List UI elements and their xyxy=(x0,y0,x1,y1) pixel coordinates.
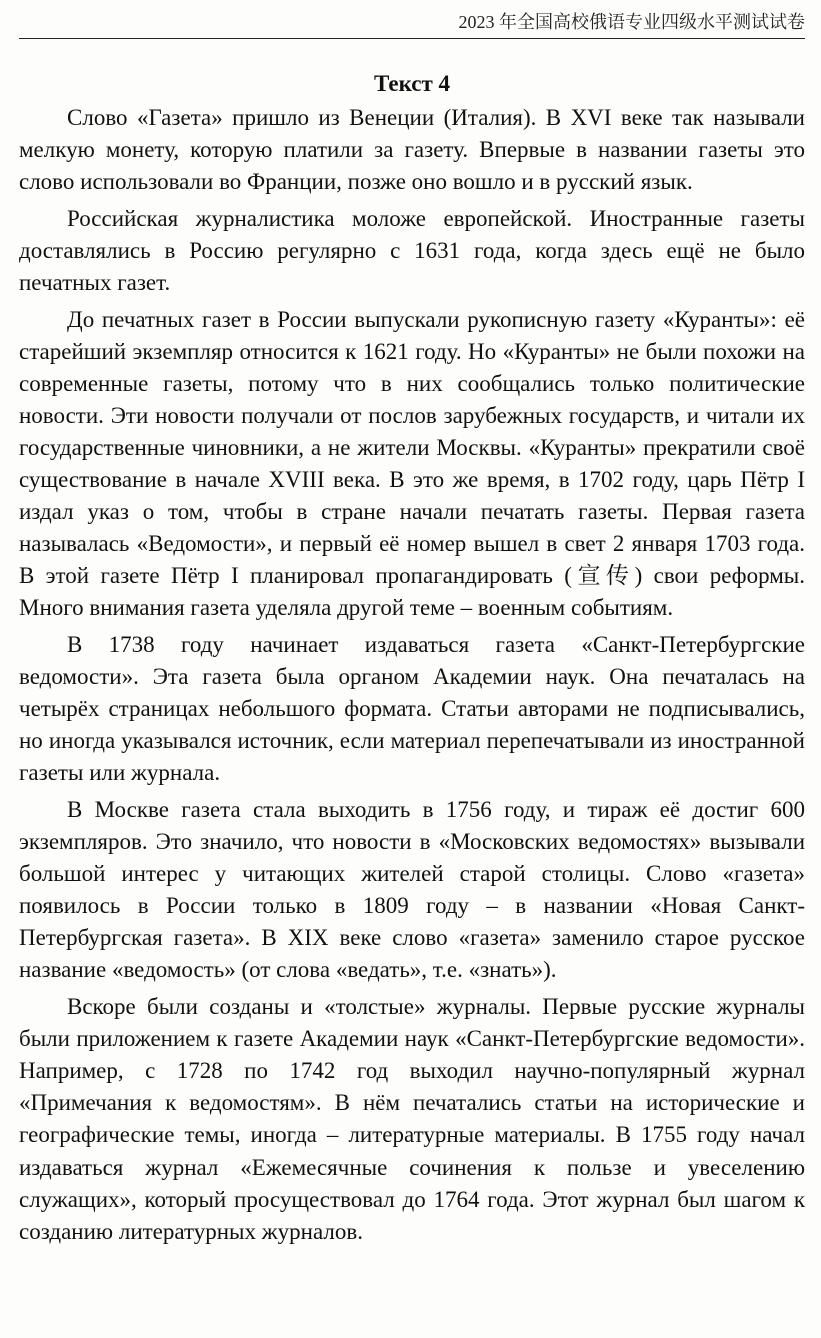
paragraph-5: В Москве газета стала выходить в 1756 году, и тираж её достиг 600 экземпляров. Это значило, что новости в «Московских ведомостях» вызывали большой интерес у читающих жителей старой столицы. Слово «газета» появилось в России только в 1809 году – в названии «Новая Санкт-Петербургская газета». В XIX веке слово «газета» заменило старое русское название «ведомость» (от слова «ведать», т.е. «знать»). xyxy=(19,796,805,983)
paragraph-1: Слово «Газета» пришло из Венеции (Италия). В XVI веке так называли мелкую монету, которую платили за газету. Впервые в названии газеты это слово использовали во Франции, позже оно вошло и в русский язык. xyxy=(19,105,805,195)
passage-title: Текст 4 xyxy=(373,71,451,96)
running-header: 2023 年全国高校俄语专业四级水平测试试卷 xyxy=(458,12,805,32)
header-divider xyxy=(19,38,805,39)
paragraph-3: До печатных газет в России выпускали рукописную газету «Куранты»: её старейший экземпляр относится к 1621 году. Но «Куранты» не были похожи на современные газеты, потому что в них сообщались только политические новости. Эти новости получали от послов зарубежных государств, и читали их государственные чиновники, а не жители Москвы. «Куранты» прекратили своё существование в начале XVIII века. В это же время, в 1702 году, царь Пётр I издал указ о том, чтобы в стране начали печатать газеты. Первая газета называлась «Ведомости», и первый её номер вышел в свет 2 января 1703 года. В этой газете Пётр I планировал пропагандировать (宣传) свои реформы. Много внимания газета уделяла другой теме – военным событиям. xyxy=(19,306,805,621)
paragraph-2: Российская журналистика моложе европейской. Иностранные газеты доставлялись в Россию регулярно с 1631 года, когда здесь ещё не было печатных газет. xyxy=(19,205,805,295)
paragraph-6: Вскоре были созданы и «толстые» журналы. Первые русские журналы были приложением к газете Академии наук «Санкт-Петербургские ведомости». Например, с 1728 по 1742 год выходил научно-популярный журнал «Примечания к ведомостям». В нём печатались статьи на исторические и географические темы, иногда – литературные материалы. В 1755 году начал издаваться журнал «Ежемесячные сочинения к пользе и увеселению служащих», который просуществовал до 1764 года. Этот журнал был шагом к созданию литературных журналов. xyxy=(19,994,805,1244)
paragraph-4: В 1738 году начинает издаваться газета «Санкт-Петербургские ведомости». Эта газета была органом Академии наук. Она печаталась на четырёх страницах небольшого формата. Статьи авторами не подписывались, но иногда указывался источник, если материал перепечатывали из иностранной газеты или журнала. xyxy=(19,632,805,786)
reading-passage xyxy=(19,68,805,1252)
